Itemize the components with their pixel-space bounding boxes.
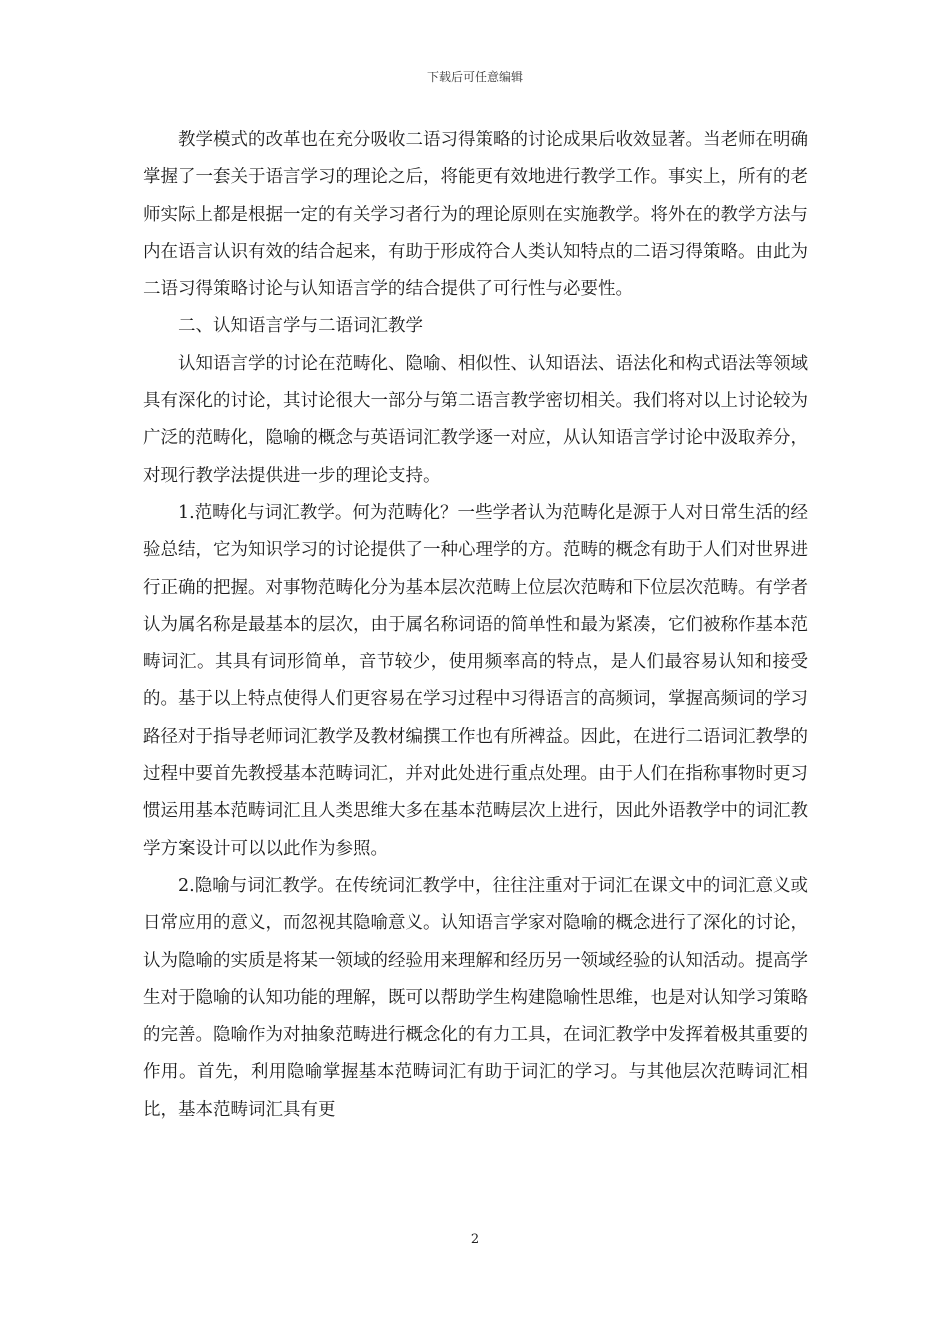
page-header: 下载后可任意编辑 bbox=[426, 70, 523, 84]
paragraph-2: 认知语言学的讨论在范畴化、隐喻、相似性、认知语法、语法化和构式语法等领域具有深化的讨论，其讨论很大一部分与第二语言教学密切相关。我们将对以上讨论较为广泛的范畴化，隐喻的概念与英语词汇教学逐一对应，从认知语言学讨论中汲取养分，对现行教学法提供进一步的理论支持。 bbox=[143, 353, 808, 486]
paragraph-3: 1.范畴化与词汇教学。何为范畴化？一些学者认为范畴化是源于人对日常生活的经验总结，它为知识学习的讨论提供了一种心理学的方。范畴的概念有助于人们对世界进行正确的把握。对事物范畴化分为基本层次范畴上位层次范畴和下位层次范畴。有学者认为属名称是最基本的层次，由于属名称词语的简单性和最为紧凑，它们被称作基本范畴词汇。其具有词形简单，音节较少，使用频率高的特点，是人们最容易认知和接受的。基于以上特点使得人们更容易在学习过程中习得语言的高频词，掌握高频词的学习路径对于指导老师词汇教学及教材编撰工作也有所裨益。因此，在进行二语词汇教學的过程中要首先教授基本范畴词汇，并对此处进行重点处理。由于人们在指称事物时更习惯运用基本范畴词汇且人类思维大多在基本范畴层次上进行，因此外语教学中的词汇教学方案设计可以以此作为参照。 bbox=[143, 502, 808, 859]
paragraph-1: 教学模式的改革也在充分吸收二语习得策略的讨论成果后收效显著。当老师在明确掌握了一套关于语言学习的理论之后，将能更有效地进行教学工作。事实上，所有的老师实际上都是根据一定的有关学习者行为的理论原则在实施教学。将外在的教学方法与内在语言认识有效的结合起来，有助于形成符合人类认知特点的二语习得策略。由此为二语习得策略讨论与认知语言学的结合提供了可行性与必要性。 bbox=[143, 130, 808, 300]
body-text bbox=[143, 122, 808, 1129]
paragraph-4: 2.隐喻与词汇教学。在传统词汇教学中，往往注重对于词汇在课文中的词汇意义或日常应用的意义，而忽视其隐喻意义。认知语言学家对隐喻的概念进行了深化的讨论，认为隐喻的实质是将某一领域的经验用来理解和经历另一领域经验的认知活动。提高学生对于隐喻的认知功能的理解，既可以帮助学生构建隐喻性思维，也是对认知学习策略的完善。隐喻作为对抽象范畴进行概念化的有力工具，在词汇教学中发挥着极其重要的作用。首先，利用隐喻掌握基本范畴词汇有助于词汇的学习。与其他层次范畴词汇相比，基本范畴词汇具有更 bbox=[143, 875, 808, 1120]
page-number: 2 bbox=[470, 1232, 480, 1247]
section-heading: 二、认知语言学与二语词汇教学 bbox=[178, 316, 423, 337]
